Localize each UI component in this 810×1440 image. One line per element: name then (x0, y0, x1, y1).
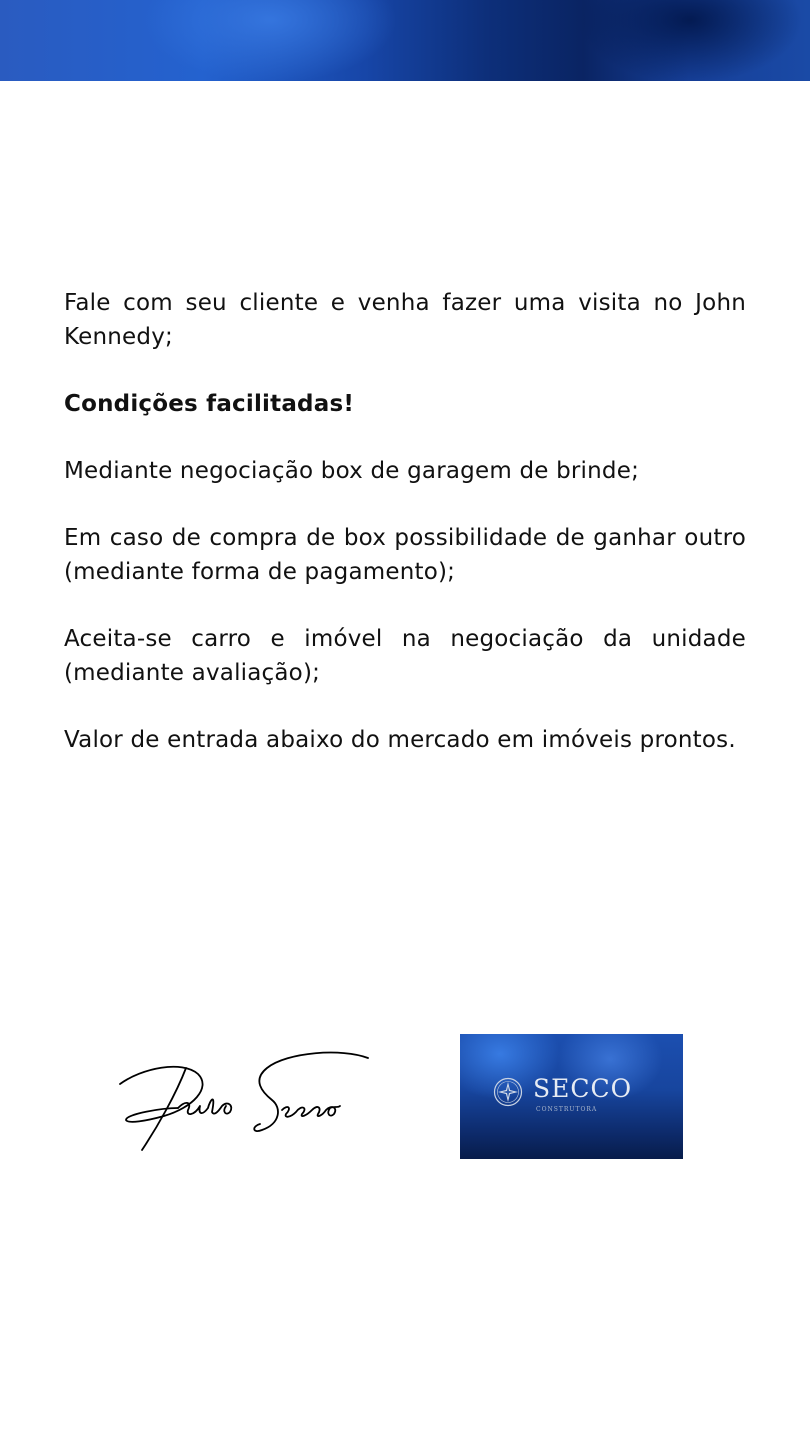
paragraph-heading: Condições facilitadas! (64, 391, 355, 417)
document-body (64, 286, 746, 790)
logo-subtitle: CONSTRUTORA (536, 1106, 598, 1113)
handwritten-signature (112, 1046, 377, 1158)
secco-logo (460, 1034, 683, 1159)
paragraph-box-purchase: Em caso de compra de box possibilidade de ganhar outro (mediante forma de pagamento); (64, 525, 746, 585)
paragraph-trade-in: Aceita-se carro e imóvel na negociação da unidade (mediante avaliação); (64, 626, 746, 686)
top-banner (0, 0, 810, 81)
logo-name: SECCO (533, 1074, 633, 1103)
paragraph-down-payment: Valor de entrada abaixo do mercado em imóveis prontos. (64, 727, 736, 753)
compass-emblem-icon (493, 1077, 523, 1107)
paragraph-garage-box: Mediante negociação box de garagem de brinde; (64, 458, 640, 484)
paragraph-visit: Fale com seu cliente e venha fazer uma visita no John Kennedy; (64, 290, 746, 350)
